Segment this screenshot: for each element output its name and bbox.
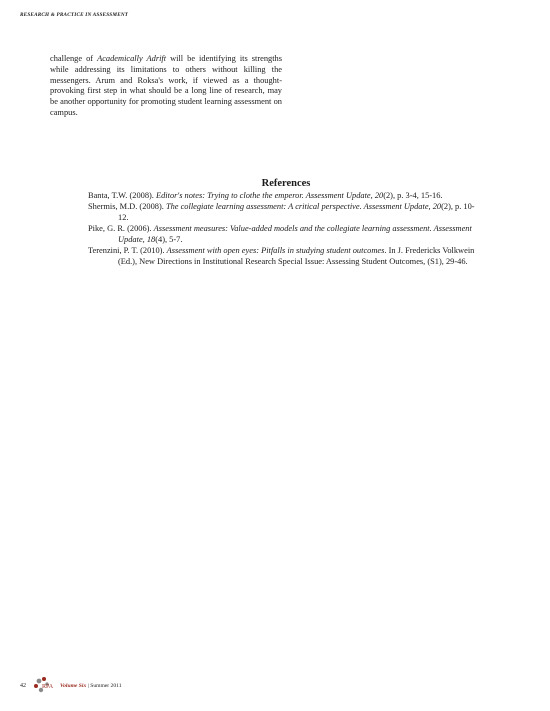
reference-item <box>88 201 484 223</box>
logo-text: RPA <box>42 684 54 690</box>
body-text-pre: challenge of <box>50 54 98 63</box>
reference-title: Assessment with open eyes: Pitfalls in studying student outcomes <box>166 246 385 255</box>
reference-author: Terenzini, P. T. (2010). <box>88 246 167 255</box>
reference-author: Pike, G. R. (2006). <box>88 224 154 233</box>
reference-item <box>88 223 484 245</box>
reference-title: Assessment measures: Value-added models and the collegiate learning assessment. Assessment Update, 18 <box>118 224 472 244</box>
references-heading: References <box>261 178 311 189</box>
reference-author: Banta, T.W. (2008). <box>88 191 156 200</box>
page-number: 42 <box>20 683 26 689</box>
footer-separator: | <box>86 683 91 689</box>
reference-title: The collegiate learning assessment: A critical perspective. Assessment Update, 20 <box>165 202 442 211</box>
reference-item <box>88 245 484 267</box>
body-column <box>50 54 282 119</box>
page-footer <box>20 675 122 697</box>
rpa-logo-icon <box>32 675 54 697</box>
reference-details: (4), 5-7. <box>155 235 183 244</box>
footer-date: Summer 2011 <box>90 683 122 689</box>
reference-details: (2), p. 3-4, 15-16. <box>383 191 443 200</box>
reference-title: Editor's notes: Trying to clothe the emperor. Assessment Update, 20 <box>156 191 384 200</box>
body-paragraph <box>50 54 282 119</box>
body-text-post: will be identifying its strengths while addressing its limitations to others without killing the messengers. Arum and Roksa's work, if viewed as a thought-provoking first step in what should be a long line of research, may be another opportunity for promoting student learning assessment on campus. <box>50 54 282 117</box>
footer-volume: Volume Six <box>60 683 87 689</box>
reference-details: (2), p. 10-12. <box>118 202 475 222</box>
reference-author: Shermis, M.D. (2008). <box>88 202 166 211</box>
running-header: RESEARCH & PRACTICE IN ASSESSMENT <box>20 12 129 18</box>
references-section <box>88 178 484 267</box>
reference-details: . In J. Fredericks Volkwein (Ed.), New Directions in Institutional Research Special Issue: Assessing Student Outcomes, (S1), 29-46. <box>118 246 475 266</box>
footer-issue <box>60 683 122 689</box>
book-title: Academically Adrift <box>97 54 167 63</box>
reference-item <box>88 190 484 201</box>
